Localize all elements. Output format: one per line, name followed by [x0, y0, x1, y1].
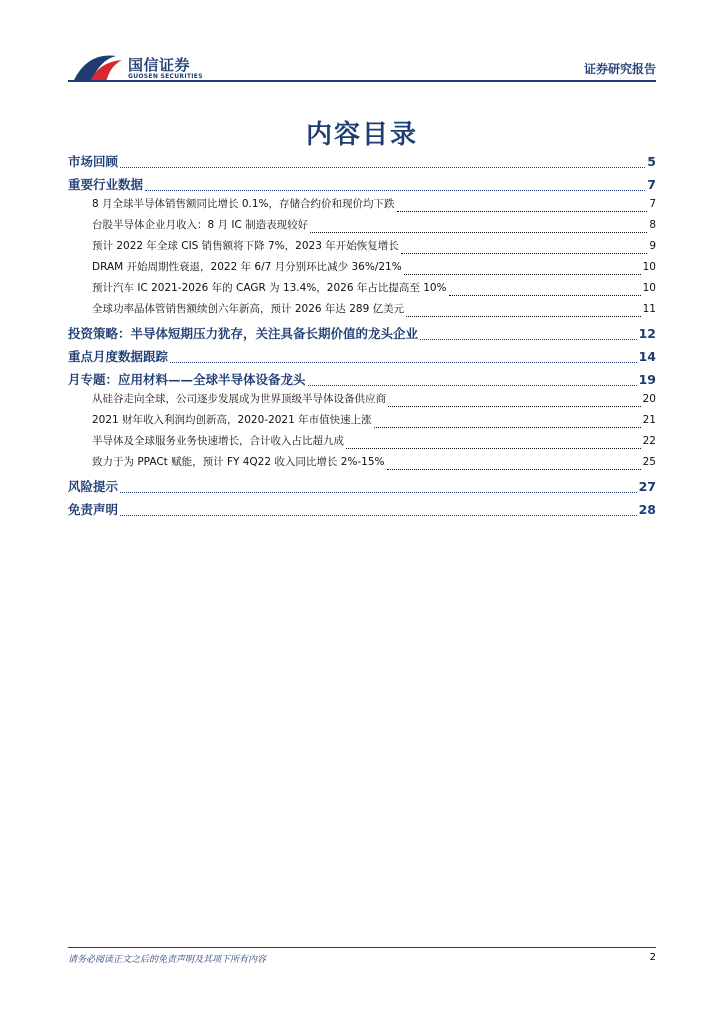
toc-entry-title: 重点月度数据跟踪	[68, 349, 169, 364]
toc-entry-subsection[interactable]	[68, 196, 656, 217]
toc-entry-title: 2021 财年收入利润均创新高，2020-2021 年市值快速上涨	[92, 414, 372, 426]
toc-entry-title: 重要行业数据	[68, 177, 144, 192]
toc-entry-page: 5	[647, 154, 656, 169]
toc-entry-page: 20	[642, 393, 656, 405]
toc-entry-title: 致力于为 PPACt 赋能，预计 FY 4Q22 收入同比增长 2%-15%	[92, 456, 385, 468]
toc-entry-title: 台股半导体企业月收入：8 月 IC 制造表现较好	[92, 219, 309, 231]
toc-entry-page: 10	[642, 261, 656, 273]
logo-english-name: GUOSEN SECURITIES	[128, 73, 203, 80]
toc-entry-title: 预计汽车 IC 2021-2026 年的 CAGR 为 13.4%，2026 年占比提高至 10%	[92, 282, 447, 294]
toc-entry-title: 月专题：应用材料——全球半导体设备龙头	[68, 372, 306, 387]
toc-entry-title: 市场回顾	[68, 154, 119, 169]
toc-entry-section[interactable]	[68, 370, 656, 391]
page-header	[0, 0, 724, 90]
toc-entry-title: 半导体及全球服务业务快速增长，合计收入占比超九成	[92, 435, 344, 447]
toc-dot-leader	[387, 469, 641, 470]
toc-dot-leader	[420, 339, 637, 340]
toc-entry-page: 27	[638, 479, 656, 494]
toc-entry-subsection[interactable]	[68, 433, 656, 454]
toc-entry-section[interactable]	[68, 500, 656, 521]
toc-dot-leader	[404, 274, 641, 275]
toc-entry-page: 14	[638, 349, 656, 364]
toc-dot-leader	[374, 427, 641, 428]
toc-dot-leader	[170, 362, 637, 363]
toc-dot-leader	[388, 406, 641, 407]
toc-entry-section[interactable]	[68, 152, 656, 173]
table-of-contents	[68, 150, 656, 521]
toc-entry-title: 投资策略：半导体短期压力犹存，关注具备长期价值的龙头企业	[68, 326, 419, 341]
toc-dot-leader	[346, 448, 641, 449]
toc-entry-page: 25	[642, 456, 656, 468]
toc-entry-page: 9	[649, 240, 656, 252]
toc-dot-leader	[145, 190, 645, 191]
toc-entry-subsection[interactable]	[68, 391, 656, 412]
toc-entry-page: 7	[647, 177, 656, 192]
toc-entry-section[interactable]	[68, 324, 656, 345]
toc-dot-leader	[120, 167, 645, 168]
toc-dot-leader	[120, 515, 637, 516]
toc-dot-leader	[449, 295, 641, 296]
toc-dot-leader	[310, 232, 647, 233]
toc-entry-page: 21	[642, 414, 656, 426]
toc-title: 内容目录	[305, 120, 418, 150]
toc-entry-page: 10	[642, 282, 656, 294]
toc-dot-leader	[120, 492, 637, 493]
toc-entry-subsection[interactable]	[68, 454, 656, 475]
toc-entry-section[interactable]	[68, 347, 656, 368]
toc-entry-title: 免责声明	[68, 502, 119, 517]
toc-entry-subsection[interactable]	[68, 412, 656, 433]
toc-dot-leader	[397, 211, 648, 212]
toc-entry-title: 风险提示	[68, 479, 119, 494]
toc-entry-title: 预计 2022 年全球 CIS 销售额将下降 7%，2023 年开始恢复增长	[92, 240, 399, 252]
footer-divider	[68, 947, 656, 948]
toc-entry-page: 12	[638, 326, 656, 341]
toc-dot-leader	[406, 316, 641, 317]
toc-entry-page: 8	[649, 219, 656, 231]
header-divider	[68, 80, 656, 82]
toc-entry-subsection[interactable]	[68, 238, 656, 259]
toc-entry-section[interactable]	[68, 477, 656, 498]
toc-entry-page: 28	[638, 502, 656, 517]
footer-disclaimer-note: 请务必阅读正文之后的免责声明及其项下所有内容	[68, 955, 267, 965]
logo-chinese-name: 国信证券	[128, 56, 191, 74]
toc-entry-title: 全球功率晶体管销售额续创六年新高，预计 2026 年达 289 亿美元	[92, 303, 405, 315]
toc-entry-subsection[interactable]	[68, 280, 656, 301]
toc-dot-leader	[308, 385, 637, 386]
toc-dot-leader	[401, 253, 648, 254]
page-number: 2	[649, 952, 656, 963]
toc-entry-subsection[interactable]	[68, 217, 656, 238]
toc-entry-page: 22	[642, 435, 656, 447]
toc-entry-title: 8 月全球半导体销售额同比增长 0.1%，存储合约价和现价均下跌	[92, 198, 395, 210]
toc-entry-page: 19	[638, 372, 656, 387]
toc-entry-page: 11	[642, 303, 656, 315]
toc-entry-subsection[interactable]	[68, 301, 656, 322]
report-type-label: 证券研究报告	[583, 62, 656, 76]
toc-entry-section[interactable]	[68, 175, 656, 196]
toc-entry-subsection[interactable]	[68, 259, 656, 280]
toc-entry-page: 7	[649, 198, 656, 210]
toc-entry-title: DRAM 开始周期性衰退，2022 年 6/7 月分别环比减少 36%/21%	[92, 261, 402, 273]
toc-entry-title: 从硅谷走向全球，公司逐步发展成为世界顶级半导体设备供应商	[92, 393, 386, 405]
